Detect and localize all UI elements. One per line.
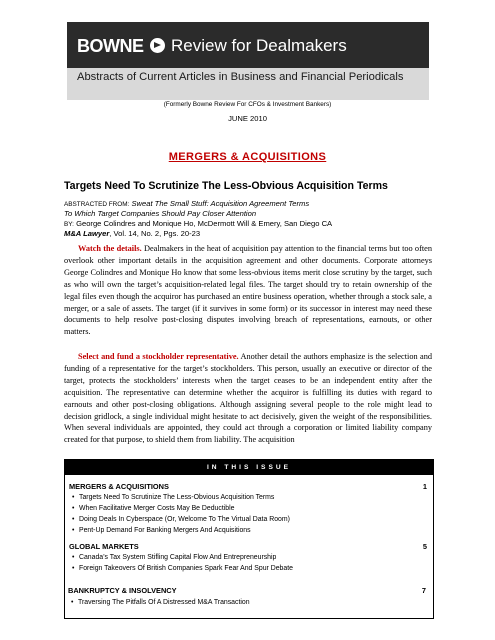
toc-section-title: BANKRUPTCY & INSOLVENCY xyxy=(68,586,177,595)
authors: George Colindres and Monique Ho, McDermott Will & Emery, San Diego CA xyxy=(76,219,333,228)
toc-page-number: 7 xyxy=(421,586,426,595)
toc-section-bankruptcy[interactable] xyxy=(68,586,428,595)
source-title-line-2: To Which Target Companies Should Pay Closer Attention xyxy=(64,209,257,218)
paragraph-2 xyxy=(64,351,432,446)
publication-line xyxy=(64,229,200,239)
toc-item[interactable]: • Targets Need To Scrutinize The Less-Obvious Acquisition Terms xyxy=(79,494,274,501)
toc-item[interactable]: • Canada’s Tax System Stifling Capital Flow And Entrepreneurship xyxy=(79,554,276,561)
toc-page-number: 5 xyxy=(422,542,427,551)
in-this-issue-box xyxy=(64,459,434,619)
section-title: MERGERS & ACQUISITIONS xyxy=(168,151,327,163)
toc-item[interactable]: • Foreign Takeovers Of British Companies Spark Fear And Spur Debate xyxy=(79,565,293,572)
article-title: Targets Need To Scrutinize The Less-Obvious Acquisition Terms xyxy=(64,180,388,192)
source-title-line-1: Sweat The Small Stuff: Acquisition Agreement Terms xyxy=(131,199,310,208)
masthead-subtitle-bar xyxy=(67,68,429,100)
toc-page-number: 1 xyxy=(422,482,427,491)
toc-item[interactable]: • Doing Deals In Cyberspace (Or, Welcome To The Virtual Data Room) xyxy=(79,516,290,523)
toc-section-mergers[interactable] xyxy=(69,482,429,491)
by-label: BY: xyxy=(64,221,74,228)
toc-section-title: GLOBAL MARKETS xyxy=(69,542,139,551)
paragraph-1 xyxy=(64,243,432,338)
paragraph-2-text: Another detail the authors emphasize is the selection and funding of a representative for the target’s stockholders. This person, usually an executive or director of the target, protects the stockholders’ interests when the target ceases to be an independent entity after the acquisition. The representative can determine whether the acquiror is fulfilling its duties with regard to earnouts and other post-closing obligations. Although assigning several people to the role might lead to decision gridlock, a single individual might hesitate to act decisively, given the weight of the responsibilities. When several individuals are appointed, they could act through a corporation or limited liability company created for that purpose, to shield them from liability. The acquisition xyxy=(64,352,432,445)
brand-logo: BOWNE xyxy=(77,36,144,56)
masthead-banner xyxy=(67,22,429,100)
publication-name: M&A Lawyer xyxy=(64,229,110,238)
masthead-top xyxy=(67,22,429,68)
source-title-continued xyxy=(64,209,256,219)
paragraph-1-lead: Watch the details. xyxy=(78,244,142,253)
arrow-circle-icon xyxy=(150,38,165,53)
publication-details: , Vol. 14, No. 2, Pgs. 20-23 xyxy=(109,229,201,238)
in-this-issue-header: IN THIS ISSUE xyxy=(65,460,433,475)
paragraph-1-text: Dealmakers in the heat of acquisition pay attention to the financial terms but too often overlook other important details in the acquisition agreement and other documents. Corporate attorneys George Colindres and Monique Ho know that some less-obvious items merit close scrutiny by the target, such as who will own the target’s acquisition-related legal files. The target should try to retain ownership of the legal files even though the acquiror has purchased an entire business operation, whether through a stock sale, a merger, or a sale of assets. The target (if it survives in some form) or its successor in interest may need these documents to help resolve post-closing disputes involving breach of representations, earnouts, or other matters. xyxy=(64,244,432,337)
formerly-note: (Formerly Bowne Review For CFOs & Investment Bankers) xyxy=(163,101,332,108)
issue-date: JUNE 2010 xyxy=(228,114,267,123)
publication-subtitle: Abstracts of Current Articles in Business and Financial Periodicals xyxy=(77,71,404,83)
toc-section-global-markets[interactable] xyxy=(69,542,429,551)
paragraph-2-lead: Select and fund a stockholder representative. xyxy=(78,352,239,361)
toc-section-title: MERGERS & ACQUISITIONS xyxy=(69,482,169,491)
toc-item[interactable]: • Pent-Up Demand For Banking Mergers And Acquisitions xyxy=(79,527,251,534)
abstracted-label: ABSTRACTED FROM: xyxy=(64,201,130,208)
publication-title: Review for Dealmakers xyxy=(171,36,347,55)
toc-item[interactable]: • When Facilitative Merger Costs May Be Deductible xyxy=(79,505,234,512)
toc-item[interactable]: • Traversing The Pitfalls Of A Distressed M&A Transaction xyxy=(78,599,250,606)
